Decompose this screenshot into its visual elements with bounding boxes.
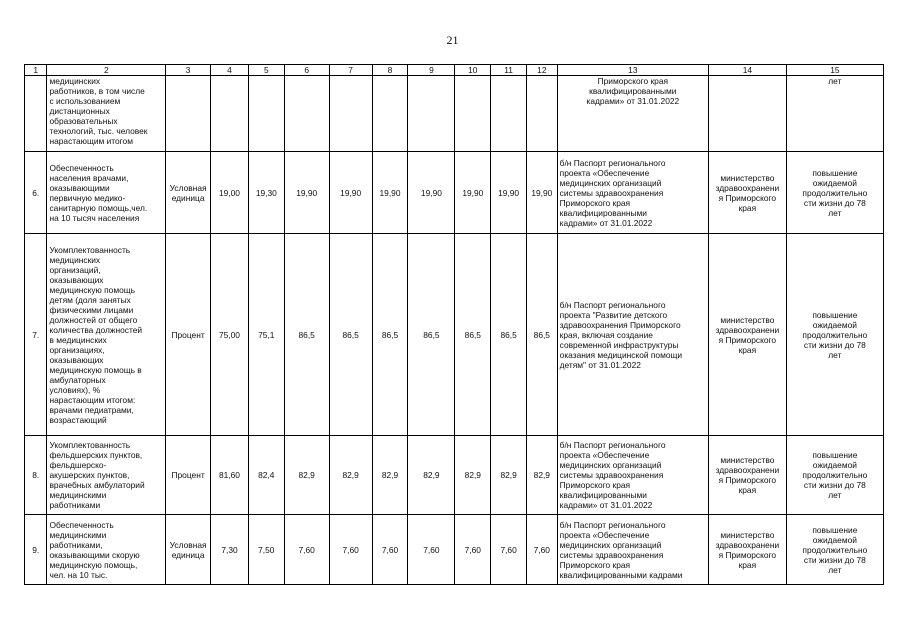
column-header: 13 xyxy=(557,65,708,76)
responsible-cell: министерство здравоохранени я Приморского края xyxy=(709,152,787,234)
value-cell xyxy=(408,76,455,152)
value-cell: 75,1 xyxy=(248,234,284,436)
document-cell: б/н Паспорт регионального проекта «Обеспечение медицинских организаций системы здравоохранения Приморского края квалифицированными кадрами xyxy=(557,515,708,585)
value-cell: 19,00 xyxy=(211,152,249,234)
document-cell: б/н Паспорт регионального проекта «Обеспечение медицинских организаций системы здравоохранения Приморского края квалифицированными кадрами» от 31.01.2022 xyxy=(557,152,708,234)
unit-cell: Процент xyxy=(166,234,211,436)
column-header: 3 xyxy=(166,65,211,76)
value-cell: 7,60 xyxy=(455,515,491,585)
value-cell xyxy=(372,76,408,152)
value-cell xyxy=(491,76,527,152)
unit-cell: Процент xyxy=(166,436,211,515)
responsible-cell xyxy=(709,76,787,152)
value-cell: 75,00 xyxy=(211,234,249,436)
table-row xyxy=(25,76,884,152)
indicator-name: Укомплектованность медицинских организаций, оказывающих медицинскую помощь детям (доля занятых физическими лицами должностей от общего количества должностей в медицинских организациях, оказывающих медицинскую помощь в амбулаторных условиях), % нарастающим итогом: врачами педиатрами, возрастающий xyxy=(47,234,166,436)
value-cell xyxy=(455,76,491,152)
page-number: 21 xyxy=(446,33,459,47)
column-header: 15 xyxy=(786,65,883,76)
row-number: 9. xyxy=(25,515,47,585)
value-cell: 19,90 xyxy=(329,152,372,234)
value-cell: 82,9 xyxy=(491,436,527,515)
column-header: 4 xyxy=(211,65,249,76)
responsible-cell: министерство здравоохранени я Приморского края xyxy=(709,515,787,585)
result-cell: лет xyxy=(786,76,883,152)
value-cell: 7,60 xyxy=(491,515,527,585)
value-cell: 86,5 xyxy=(372,234,408,436)
value-cell: 7,60 xyxy=(329,515,372,585)
column-header: 8 xyxy=(372,65,408,76)
value-cell: 7,60 xyxy=(372,515,408,585)
document-cell: б/н Паспорт регионального проекта «Обеспечение медицинских организаций системы здравоохранения Приморского края квалифицированными кадрами» от 31.01.2022 xyxy=(557,436,708,515)
column-header: 5 xyxy=(248,65,284,76)
document-cell: Приморского края квалифицированными кадрами» от 31.01.2022 xyxy=(557,76,708,152)
row-number: 7. xyxy=(25,234,47,436)
indicator-name: Укомплектованность фельдшерских пунктов, фельдшерско- акушерских пунктов, врачебных амбулаторий медицинскими работниками xyxy=(47,436,166,515)
value-cell: 82,9 xyxy=(526,436,557,515)
indicator-name: Обеспеченность населения врачами, оказывающими первичную медико- санитарную помощь,чел. на 10 тысяч населения xyxy=(47,152,166,234)
row-number: 8. xyxy=(25,436,47,515)
column-header: 6 xyxy=(284,65,329,76)
row-number: 6. xyxy=(25,152,47,234)
value-cell: 81,60 xyxy=(211,436,249,515)
unit-cell xyxy=(166,76,211,152)
responsible-cell: министерство здравоохранени я Приморского края xyxy=(709,234,787,436)
column-header: 11 xyxy=(491,65,527,76)
value-cell: 19,90 xyxy=(491,152,527,234)
value-cell xyxy=(284,76,329,152)
table-row xyxy=(25,436,884,515)
value-cell xyxy=(329,76,372,152)
value-cell xyxy=(211,76,249,152)
result-cell: повышение ожидаемой продолжительно сти жизни до 78 лет xyxy=(786,515,883,585)
value-cell: 86,5 xyxy=(455,234,491,436)
column-header: 9 xyxy=(408,65,455,76)
value-cell xyxy=(248,76,284,152)
row-number xyxy=(25,76,47,152)
value-cell: 86,5 xyxy=(329,234,372,436)
header-row xyxy=(25,65,884,76)
column-header: 2 xyxy=(47,65,166,76)
table-row xyxy=(25,515,884,585)
value-cell: 19,90 xyxy=(455,152,491,234)
table-row xyxy=(25,152,884,234)
value-cell: 19,90 xyxy=(408,152,455,234)
column-header: 7 xyxy=(329,65,372,76)
value-cell: 7,60 xyxy=(284,515,329,585)
value-cell: 19,30 xyxy=(248,152,284,234)
indicator-name: Обеспеченность медицинскими работниками, оказывающими скорую медицинскую помощь, чел. на 10 тыс. xyxy=(47,515,166,585)
value-cell: 86,5 xyxy=(408,234,455,436)
indicators-table xyxy=(24,64,884,585)
result-cell: повышение ожидаемой продолжительно сти жизни до 78 лет xyxy=(786,152,883,234)
value-cell: 7,30 xyxy=(211,515,249,585)
value-cell: 19,90 xyxy=(526,152,557,234)
table-row xyxy=(25,234,884,436)
value-cell: 7,60 xyxy=(526,515,557,585)
value-cell: 82,9 xyxy=(408,436,455,515)
value-cell: 86,5 xyxy=(526,234,557,436)
unit-cell: Условная единица xyxy=(166,152,211,234)
value-cell: 86,5 xyxy=(284,234,329,436)
result-cell: повышение ожидаемой продолжительно сти жизни до 78 лет xyxy=(786,436,883,515)
value-cell: 86,5 xyxy=(491,234,527,436)
column-header: 10 xyxy=(455,65,491,76)
unit-cell: Условная единица xyxy=(166,515,211,585)
value-cell: 7,60 xyxy=(408,515,455,585)
column-header: 12 xyxy=(526,65,557,76)
indicator-name: медицинских работников, в том числе с использованием дистанционных образовательных технологий, тыс. человек нарастающим итогом xyxy=(47,76,166,152)
value-cell: 7,50 xyxy=(248,515,284,585)
value-cell: 82,4 xyxy=(248,436,284,515)
column-header: 1 xyxy=(25,65,47,76)
result-cell: повышение ожидаемой продолжительно сти жизни до 78 лет xyxy=(786,234,883,436)
value-cell: 82,9 xyxy=(455,436,491,515)
value-cell: 82,9 xyxy=(284,436,329,515)
responsible-cell: министерство здравоохранени я Приморского края xyxy=(709,436,787,515)
document-cell: б/н Паспорт регионального проекта "Развитие детского здравоохранения Приморского края, включая создание современной инфраструктуры оказания медицинской помощи детям" от 31.01.2022 xyxy=(557,234,708,436)
column-header: 14 xyxy=(709,65,787,76)
value-cell xyxy=(526,76,557,152)
value-cell: 82,9 xyxy=(372,436,408,515)
value-cell: 82,9 xyxy=(329,436,372,515)
value-cell: 19,90 xyxy=(284,152,329,234)
value-cell: 19,90 xyxy=(372,152,408,234)
